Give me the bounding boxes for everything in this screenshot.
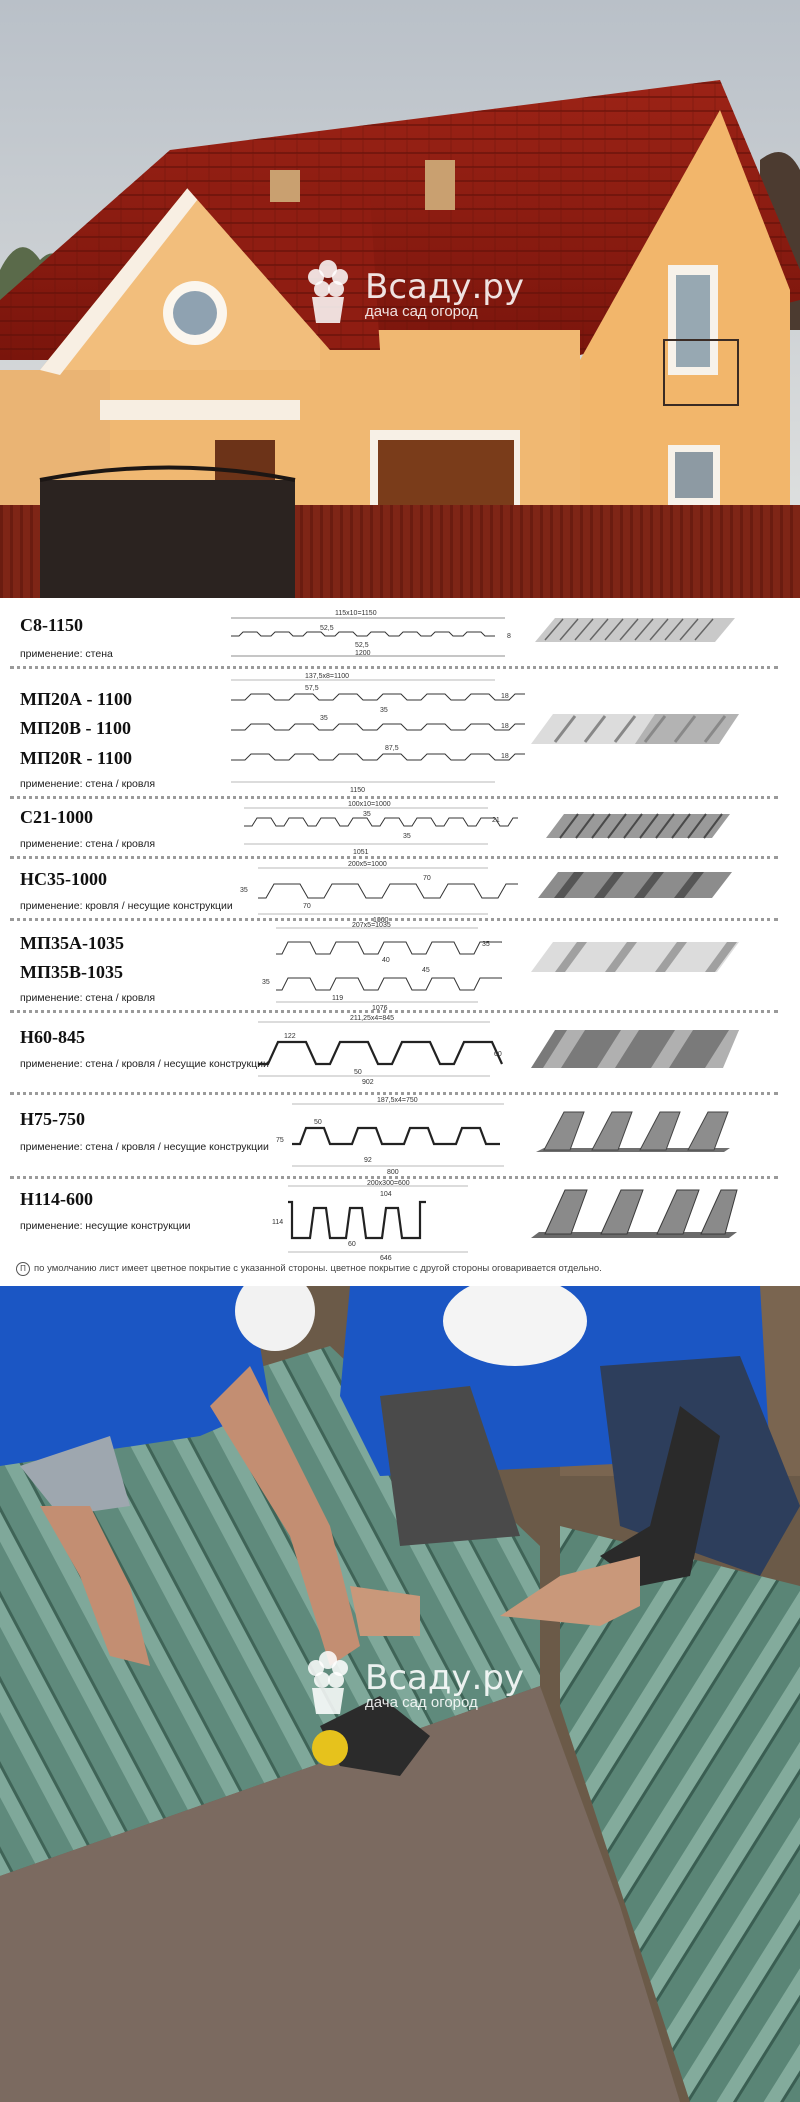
dim-label: 207x5=1035 [352, 922, 391, 929]
dim-label: 75 [276, 1137, 284, 1144]
dim-label: 200x5=1000 [348, 861, 387, 868]
dim-label: 60 [494, 1051, 502, 1058]
profile-drawing [272, 1178, 492, 1262]
profile-title: С8-1150 [20, 615, 83, 635]
dim-label: 35 [262, 979, 270, 986]
profile-use: применение: стена / кровля [20, 838, 156, 850]
profile-drawing [272, 1094, 512, 1176]
profile-use: применение: стена / кровля / несущие конструкции [20, 1058, 269, 1070]
dim-label: 104 [380, 1191, 392, 1198]
dim-label: 70 [423, 875, 431, 882]
profile-title: МП35В-1035 [20, 962, 123, 982]
footnote [16, 1262, 602, 1276]
profile-use: применение: стена / кровля / несущие конструкции [20, 1141, 269, 1153]
dim-label: 70 [303, 903, 311, 910]
watermark-name: Всаду.ру [365, 1658, 524, 1698]
profile-title: Н60-845 [20, 1027, 85, 1047]
profile-use: применение: кровля / несущие конструкции [20, 900, 233, 912]
dim-label: 902 [362, 1079, 374, 1086]
dim-label: 87,5 [385, 745, 399, 752]
profile-drawing [262, 920, 502, 1010]
dim-label: 646 [380, 1255, 392, 1262]
house-photo [0, 0, 800, 598]
dim-label: 35 [320, 715, 328, 722]
dim-label: 1076 [372, 1005, 388, 1010]
dim-label: 18 [501, 753, 509, 760]
dim-label: 122 [284, 1033, 296, 1040]
dim-label: 35 [380, 707, 388, 714]
dim-label: 114 [272, 1219, 284, 1226]
profile-3d-image [525, 936, 745, 980]
dim-label: 1150 [350, 787, 366, 794]
profile-title: МП20R - 1100 [20, 748, 132, 768]
profile-3d-image [525, 708, 745, 754]
profile-drawing [238, 798, 518, 858]
profile-3d-image [540, 808, 740, 844]
profile-drawing [225, 670, 525, 794]
dim-label: 1051 [353, 849, 369, 856]
roof-installation-photo [0, 1286, 800, 2102]
profile-3d-image [525, 1182, 745, 1246]
profile-title: Н75-750 [20, 1109, 85, 1129]
dim-label: 52,5 [355, 642, 369, 649]
profile-use: применение: несущие конструкции [20, 1220, 191, 1232]
watermark [365, 1658, 524, 1711]
dim-label: 45 [422, 967, 430, 974]
dim-label: 35 [240, 887, 248, 894]
profile-title: Н114-600 [20, 1189, 94, 1209]
profile-3d-image [525, 612, 745, 652]
profile-use: применение: стена / кровля [20, 992, 156, 1004]
profile-drawing [250, 1012, 510, 1086]
footnote-mark: П [16, 1262, 30, 1276]
dim-label: 1200 [355, 650, 371, 657]
profile-drawing [225, 604, 515, 666]
profile-3d-image [530, 1102, 740, 1162]
dim-label: 137,5x8=1100 [305, 673, 350, 680]
dim-label: 18 [501, 693, 509, 700]
watermark-tagline: дача сад огород [365, 1694, 478, 1711]
dim-label: 100x10=1000 [348, 801, 391, 808]
dim-label: 60 [348, 1241, 356, 1248]
dim-label: 35 [403, 833, 411, 840]
dim-label: 52,5 [320, 625, 334, 632]
dim-label: 50 [354, 1069, 362, 1076]
dim-label: 40 [382, 957, 390, 964]
profile-title: С21-1000 [20, 807, 93, 827]
profile-title: МП35А-1035 [20, 933, 124, 953]
watermark-tagline: дача сад огород [365, 303, 478, 320]
profile-use: применение: стена [20, 648, 113, 660]
dim-label: 92 [364, 1157, 372, 1164]
profile-table [0, 598, 800, 1286]
profile-title: МП20А - 1100 [20, 689, 132, 709]
profile-drawing [238, 858, 518, 922]
dim-label: 1060 [373, 917, 389, 922]
dim-label: 57,5 [305, 685, 319, 692]
footnote-text: по умолчанию лист имеет цветное покрытие с указанной стороны. цветное покрытие с другой стороны оговаривается отдельно. [34, 1263, 602, 1274]
dim-label: 50 [314, 1119, 322, 1126]
profile-use: применение: стена / кровля [20, 778, 156, 790]
profile-3d-image [532, 864, 742, 906]
dim-label: 35 [363, 811, 371, 818]
dim-label: 187,5x4=750 [377, 1097, 418, 1104]
dim-label: 119 [332, 995, 344, 1002]
dim-label: 8 [507, 633, 511, 640]
watermark-name: Всаду.ру [365, 267, 524, 307]
watermark [365, 267, 524, 320]
dim-label: 115x10=1150 [335, 610, 377, 617]
dim-label: 18 [501, 723, 509, 730]
dim-label: 200x300=600 [367, 1180, 410, 1187]
profile-title: МП20В - 1100 [20, 718, 131, 738]
row-separator [10, 666, 778, 669]
dim-label: 211,25x4=845 [350, 1015, 395, 1022]
dim-label: 21 [492, 817, 500, 824]
profile-title: НС35-1000 [20, 869, 107, 889]
dim-label: 35 [482, 941, 490, 948]
profile-3d-image [525, 1022, 745, 1078]
dim-label: 800 [387, 1169, 399, 1176]
